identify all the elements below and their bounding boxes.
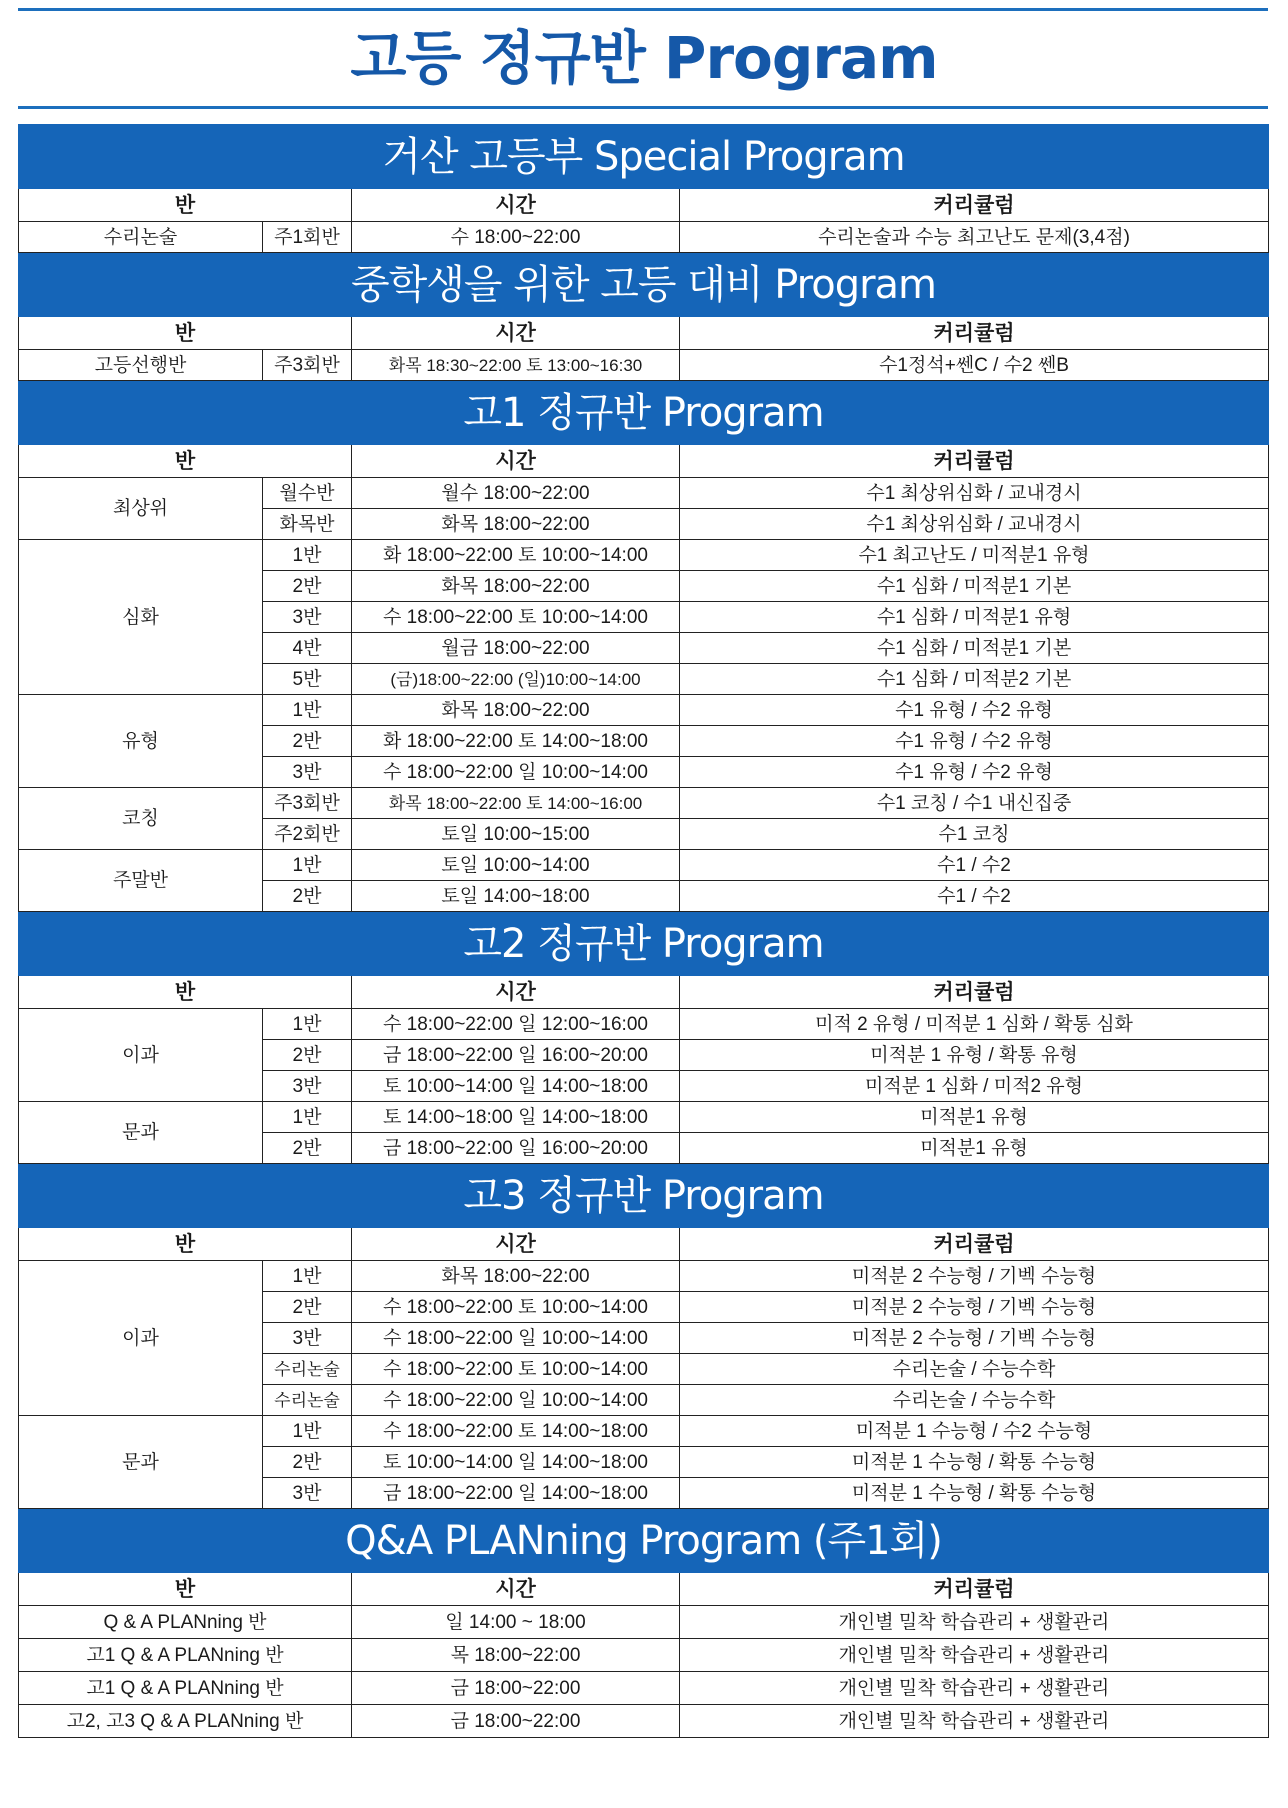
curriculum-cell: 미적분 2 수능형 / 기벡 수능형 [680,1292,1269,1323]
group-cell: 이과 [19,1261,263,1416]
curriculum-cell: 수1 코칭 / 수1 내신집중 [680,788,1269,819]
page-title: 고등 정규반 Program [350,24,938,92]
header-ban: 반 [19,1573,352,1606]
curriculum-cell: 수1 최고난도 / 미적분1 유형 [680,540,1269,571]
section-title-qa: Q&A PLANning Program (주1회) [19,1509,1269,1573]
header-ban: 반 [19,317,352,350]
curriculum-cell: 미적분 2 수능형 / 기벡 수능형 [680,1261,1269,1292]
time-cell: 월수 18:00~22:00 [352,478,680,509]
class-cell: 2반 [263,1292,352,1323]
table-row [19,222,1269,253]
group-cell: 유형 [19,695,263,788]
curriculum-cell: 미적분1 유형 [680,1102,1269,1133]
curriculum-cell: 개인별 밀착 학습관리 + 생활관리 [680,1639,1269,1672]
class-cell: 월수반 [263,478,352,509]
curriculum-cell: 수1 유형 / 수2 유형 [680,726,1269,757]
class-cell: 주3회반 [263,788,352,819]
time-cell: 수 18:00~22:00 토 10:00~14:00 [352,602,680,633]
time-cell: 화목 18:30~22:00 토 13:00~16:30 [352,350,680,381]
table-row [19,540,1269,571]
table-row [19,1261,1269,1292]
section-title-g1: 고1 정규반 Program [19,381,1269,445]
curriculum-cell: 수1 유형 / 수2 유형 [680,757,1269,788]
table-row [19,1102,1269,1133]
class-cell: 5반 [263,664,352,695]
header-time: 시간 [352,317,680,350]
section-banner [19,381,1269,445]
group-cell: 주말반 [19,850,263,912]
class-cell: 4반 [263,633,352,664]
time-cell: 수 18:00~22:00 토 10:00~14:00 [352,1292,680,1323]
class-cell: 1반 [263,540,352,571]
table-row [19,1606,1269,1639]
header-time: 시간 [352,445,680,478]
table-row [19,1705,1269,1738]
class-cell: 수리논술 [263,1354,352,1385]
time-cell: 토일 10:00~14:00 [352,850,680,881]
group-cell: 코칭 [19,788,263,850]
header-row [19,445,1269,478]
class-cell: 2반 [263,1040,352,1071]
group-cell: 최상위 [19,478,263,540]
class-cell: 화목반 [263,509,352,540]
group-cell: 문과 [19,1102,263,1164]
table-row [19,1009,1269,1040]
time-cell: 토일 14:00~18:00 [352,881,680,912]
curriculum-cell: 수1 최상위심화 / 교내경시 [680,478,1269,509]
curriculum-cell: 수1정석+쎈C / 수2 쎈B [680,350,1269,381]
time-cell: 금 18:00~22:00 [352,1705,680,1738]
table-row [19,1672,1269,1705]
class-cell: 1반 [263,1102,352,1133]
time-cell: 화목 18:00~22:00 [352,1261,680,1292]
curriculum-cell: 수리논술 / 수능수학 [680,1385,1269,1416]
group-cell: 이과 [19,1009,263,1102]
table-row [19,850,1269,881]
class-cell: 1반 [263,695,352,726]
header-ban: 반 [19,976,352,1009]
class-cell: 주2회반 [263,819,352,850]
section-banner [19,1164,1269,1228]
class-cell: 주1회반 [263,222,352,253]
curriculum-cell: 수1 유형 / 수2 유형 [680,695,1269,726]
section-banner [19,912,1269,976]
header-curriculum: 커리큘럼 [680,317,1269,350]
curriculum-cell: 수1 코칭 [680,819,1269,850]
time-cell: 일 14:00 ~ 18:00 [352,1606,680,1639]
header-ban: 반 [19,189,352,222]
class-cell: 3반 [263,1323,352,1354]
curriculum-cell: 미적분 1 유형 / 확통 유형 [680,1040,1269,1071]
group-cell: 문과 [19,1416,263,1509]
table-row [19,1639,1269,1672]
header-time: 시간 [352,1228,680,1261]
ban-cell: 고2, 고3 Q & A PLANning 반 [19,1705,352,1738]
ban-cell: 고1 Q & A PLANning 반 [19,1672,352,1705]
table-row [19,788,1269,819]
time-cell: 수 18:00~22:00 토 10:00~14:00 [352,1354,680,1385]
header-time: 시간 [352,189,680,222]
time-cell: 수 18:00~22:00 [352,222,680,253]
header-curriculum: 커리큘럼 [680,445,1269,478]
curriculum-cell: 미적 2 유형 / 미적분 1 심화 / 확통 심화 [680,1009,1269,1040]
time-cell: 화목 18:00~22:00 [352,571,680,602]
class-cell: 1반 [263,1261,352,1292]
time-cell: 수 18:00~22:00 일 10:00~14:00 [352,757,680,788]
curriculum-cell: 미적분1 유형 [680,1133,1269,1164]
time-cell: 수 18:00~22:00 일 10:00~14:00 [352,1323,680,1354]
curriculum-cell: 미적분 1 심화 / 미적2 유형 [680,1071,1269,1102]
group-cell: 수리논술 [19,222,263,253]
time-cell: 화 18:00~22:00 토 10:00~14:00 [352,540,680,571]
header-curriculum: 커리큘럼 [680,1573,1269,1606]
class-cell: 3반 [263,757,352,788]
curriculum-cell: 수1 최상위심화 / 교내경시 [680,509,1269,540]
time-cell: 화 18:00~22:00 토 14:00~18:00 [352,726,680,757]
class-cell: 3반 [263,602,352,633]
class-cell: 2반 [263,726,352,757]
curriculum-cell: 수1 / 수2 [680,850,1269,881]
curriculum-cell: 수1 심화 / 미적분1 기본 [680,633,1269,664]
time-cell: 월금 18:00~22:00 [352,633,680,664]
class-cell: 2반 [263,571,352,602]
header-time: 시간 [352,976,680,1009]
header-ban: 반 [19,1228,352,1261]
class-cell: 2반 [263,1133,352,1164]
curriculum-cell: 미적분 1 수능형 / 수2 수능형 [680,1416,1269,1447]
section-title-middle: 중학생을 위한 고등 대비 Program [19,253,1269,317]
section-banner [19,253,1269,317]
time-cell: (금)18:00~22:00 (일)10:00~14:00 [352,664,680,695]
ban-cell: 고1 Q & A PLANning 반 [19,1639,352,1672]
header-row [19,976,1269,1009]
time-cell: 화목 18:00~22:00 토 14:00~16:00 [352,788,680,819]
time-cell: 화목 18:00~22:00 [352,695,680,726]
table-row [19,1416,1269,1447]
time-cell: 금 18:00~22:00 일 14:00~18:00 [352,1478,680,1509]
section-title-g2: 고2 정규반 Program [19,912,1269,976]
curriculum-cell: 수1 / 수2 [680,881,1269,912]
class-cell: 2반 [263,1447,352,1478]
class-cell: 3반 [263,1071,352,1102]
class-cell: 1반 [263,1009,352,1040]
group-cell: 고등선행반 [19,350,263,381]
time-cell: 금 18:00~22:00 [352,1672,680,1705]
curriculum-cell: 수1 심화 / 미적분1 기본 [680,571,1269,602]
class-cell: 2반 [263,881,352,912]
time-cell: 토 10:00~14:00 일 14:00~18:00 [352,1071,680,1102]
header-curriculum: 커리큘럼 [680,1228,1269,1261]
curriculum-cell: 미적분 1 수능형 / 확통 수능형 [680,1447,1269,1478]
time-cell: 금 18:00~22:00 일 16:00~20:00 [352,1133,680,1164]
top-rule [18,8,1268,11]
header-curriculum: 커리큘럼 [680,189,1269,222]
time-cell: 목 18:00~22:00 [352,1639,680,1672]
class-cell: 수리논술 [263,1385,352,1416]
header-row [19,317,1269,350]
time-cell: 토 14:00~18:00 일 14:00~18:00 [352,1102,680,1133]
class-cell: 3반 [263,1478,352,1509]
table-row [19,350,1269,381]
section-title-special: 거산 고등부 Special Program [19,125,1269,189]
time-cell: 수 18:00~22:00 토 14:00~18:00 [352,1416,680,1447]
class-cell: 1반 [263,1416,352,1447]
ban-cell: Q & A PLANning 반 [19,1606,352,1639]
header-ban: 반 [19,445,352,478]
header-row [19,1573,1269,1606]
curriculum-cell: 미적분 2 수능형 / 기벡 수능형 [680,1323,1269,1354]
time-cell: 화목 18:00~22:00 [352,509,680,540]
curriculum-cell: 수리논술과 수능 최고난도 문제(3,4점) [680,222,1269,253]
header-curriculum: 커리큘럼 [680,976,1269,1009]
curriculum-cell: 수1 심화 / 미적분1 유형 [680,602,1269,633]
time-cell: 수 18:00~22:00 일 10:00~14:00 [352,1385,680,1416]
section-banner [19,1509,1269,1573]
header-row [19,1228,1269,1261]
section-banner [19,125,1269,189]
time-cell: 토일 10:00~15:00 [352,819,680,850]
curriculum-cell: 수1 심화 / 미적분2 기본 [680,664,1269,695]
header-time: 시간 [352,1573,680,1606]
schedule-table [18,124,1269,1738]
table-row [19,695,1269,726]
class-cell: 1반 [263,850,352,881]
time-cell: 수 18:00~22:00 일 12:00~16:00 [352,1009,680,1040]
curriculum-cell: 개인별 밀착 학습관리 + 생활관리 [680,1606,1269,1639]
class-cell: 주3회반 [263,350,352,381]
curriculum-cell: 개인별 밀착 학습관리 + 생활관리 [680,1705,1269,1738]
table-row [19,478,1269,509]
group-cell: 심화 [19,540,263,695]
title-underline [18,106,1268,109]
time-cell: 금 18:00~22:00 일 16:00~20:00 [352,1040,680,1071]
curriculum-cell: 수리논술 / 수능수학 [680,1354,1269,1385]
section-title-g3: 고3 정규반 Program [19,1164,1269,1228]
header-row [19,189,1269,222]
time-cell: 토 10:00~14:00 일 14:00~18:00 [352,1447,680,1478]
curriculum-cell: 개인별 밀착 학습관리 + 생활관리 [680,1672,1269,1705]
curriculum-cell: 미적분 1 수능형 / 확통 수능형 [680,1478,1269,1509]
